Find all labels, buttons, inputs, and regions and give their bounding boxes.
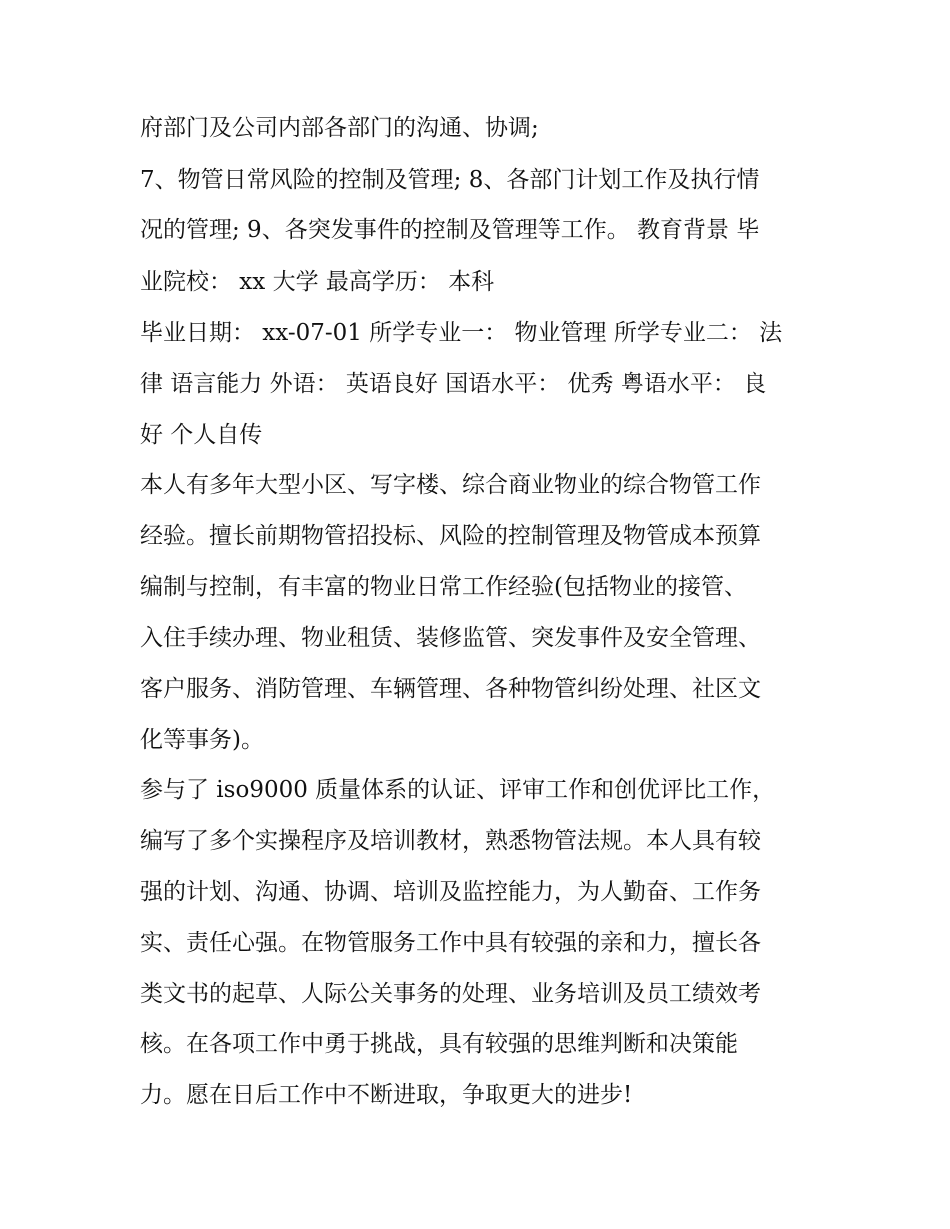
- text-line-4: 业院校： xx 大学 最高学历： 本科: [140, 269, 495, 295]
- text-line-17: 实、责任心强。在物管服务工作中具有较强的亲和力，擅长各: [140, 930, 761, 956]
- text-line-11: 入住手续办理、物业租赁、装修监管、突发事件及安全管理、: [140, 625, 761, 651]
- text-line-12: 客户服务、消防管理、车辆管理、各种物管纠纷处理、社区文: [140, 676, 761, 702]
- text-line-19: 核。在各项工作中勇于挑战，具有较强的思维判断和决策能: [140, 1031, 738, 1057]
- text-line-14: 参与了 iso9000 质量体系的认证、评审工作和创优评比工作，: [140, 777, 776, 803]
- text-line-1: 府部门及公司内部各部门的沟通、协调;: [140, 115, 539, 141]
- text-line-10: 编制与控制，有丰富的物业日常工作经验(包括物业的接管、: [140, 574, 747, 600]
- text-line-2: 7、物管日常风险的控制及管理; 8、各部门计划工作及执行情: [140, 167, 760, 193]
- text-line-13: 化等事务)。: [140, 727, 264, 753]
- text-line-18: 类文书的起草、人际公关事务的处理、业务培训及员工绩效考: [140, 981, 761, 1007]
- text-line-15: 编写了多个实操程序及培训教材，熟悉物管法规。本人具有较: [140, 828, 761, 854]
- text-line-16: 强的计划、沟通、协调、培训及监控能力，为人勤奋、工作务: [140, 879, 761, 905]
- text-line-8: 本人有多年大型小区、写字楼、综合商业物业的综合物管工作: [140, 472, 761, 498]
- text-line-9: 经验。擅长前期物管招投标、风险的控制管理及物管成本预算: [140, 523, 761, 549]
- text-line-5: 毕业日期： xx-07-01 所学专业一： 物业管理 所学专业二： 法: [140, 320, 783, 346]
- text-line-3: 况的管理; 9、各突发事件的控制及管理等工作。 教育背景 毕: [140, 217, 760, 243]
- text-line-6: 律 语言能力 外语： 英语良好 国语水平： 优秀 粤语水平： 良: [140, 371, 767, 397]
- text-line-20: 力。愿在日后工作中不断进取，争取更大的进步!: [140, 1082, 633, 1108]
- text-line-7: 好 个人自传: [140, 422, 263, 448]
